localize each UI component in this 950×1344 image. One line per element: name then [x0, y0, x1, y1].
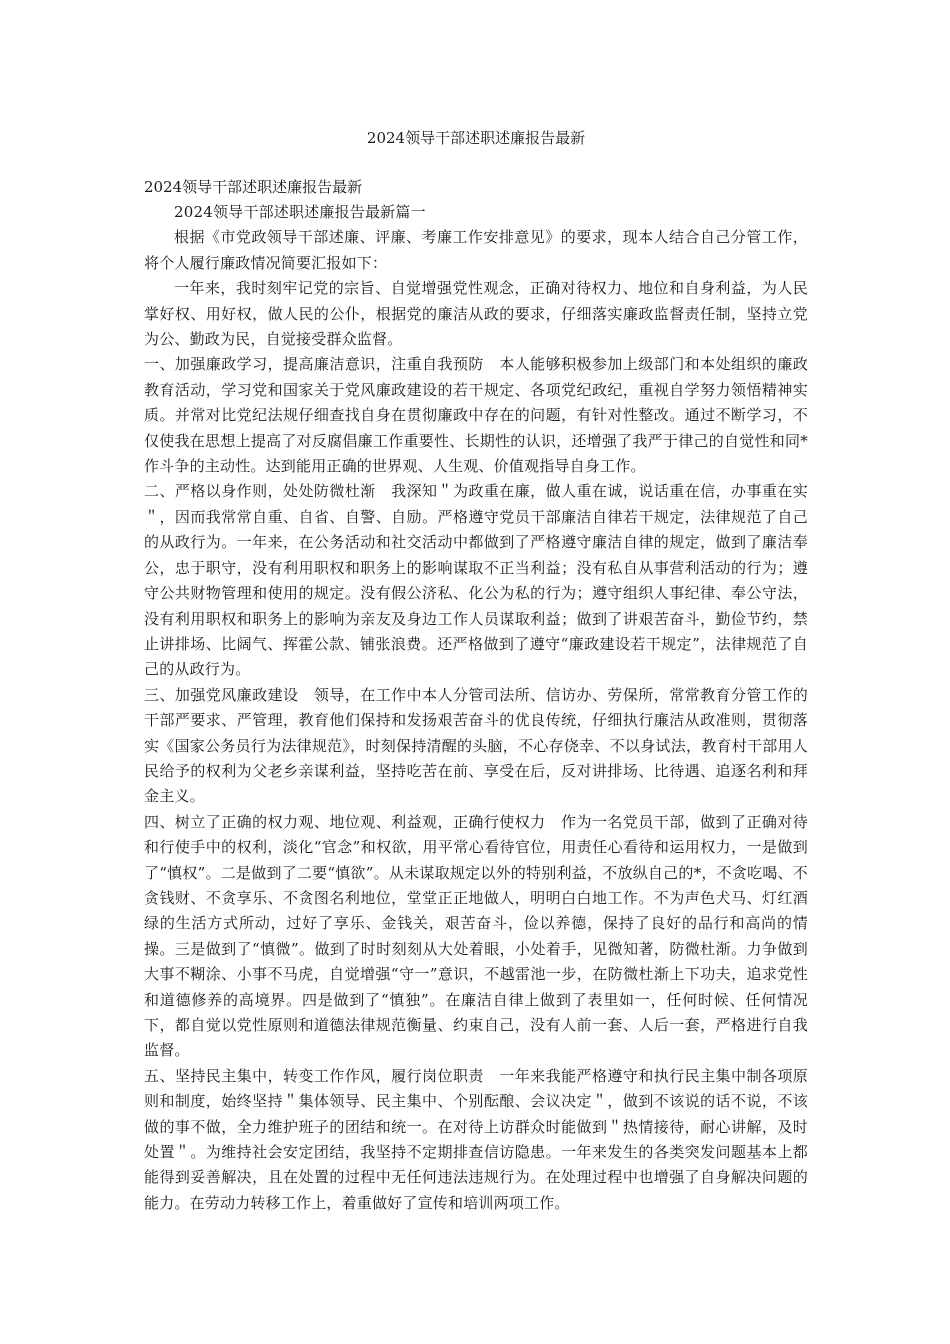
document-title: 2024领导干部述职述廉报告最新 [366, 129, 586, 147]
document-subtitle: 2024领导干部述职述廉报告最新 [144, 178, 363, 196]
paragraph-section-1: 一、加强廉政学习，提高廉洁意识，注重自我预防 本人能够积极参加上级部门和本处组织的廉政教育活动，学习党和国家关于党风廉政建设的若干规定、各项党纪政纪，重视自学努力领悟精神实质。并常对比党纪法规仔细查找自身在贯彻廉政中存在的问题，有针对性整改。通过不断学习，不仅使我在思想上提高了对反腐倡廉工作重要性、长期性的认识，还增强了我严于律己的自觉性和同*作斗争的主动性。达到能用正确的世界观、人生观、价值观指导自身工作。 [144, 355, 808, 476]
paragraph-overview: 一年来，我时刻牢记党的宗旨、自觉增强党性观念，正确对待权力、地位和自身利益，为人民掌好权、用好权，做人民的公仆，根据党的廉洁从政的要求，仔细落实廉政监督责任制，坚持立党为公、勤政为民，自觉接受群众监督。 [144, 279, 808, 349]
paragraph-section-4: 四、树立了正确的权力观、地位观、利益观，正确行使权力 作为一名党员干部，做到了正确对待和行使手中的权利，淡化“官念”和权欲，用平常心看待官位，用责任心看待和运用权力，一是做到了“慎权”。二是做到了二要“慎欲”。从未谋取规定以外的特别利益，不放纵自己的*，不贪吃喝、不贪钱财、不贪享乐、不贪图名利地位，堂堂正正地做人，明明白白地工作。不为声色犬马、灯红酒绿的生活方式所动，过好了享乐、金钱关，艰苦奋斗，俭以养德，保持了良好的品行和高尚的情操。三是做到了“慎微”。做到了时时刻刻从大处着眼，小处着手，见微知著，防微杜渐。力争做到大事不糊涂、小事不马虎，自觉增强“守一”意识，不越雷池一步，在防微杜渐上下功夫，追求党性和道德修养的高境界。四是做到了“慎独”。在廉洁自律上做到了表里如一，任何时候、任何情况下，都自觉以党性原则和道德法律规范衡量、约束自己，没有人前一套、人后一套，严格进行自我监督。 [144, 812, 808, 1060]
section-heading: 2024领导干部述职述廉报告最新篇一 [174, 203, 426, 221]
paragraph-section-3: 三、加强党风廉政建设 领导，在工作中本人分管司法所、信访办、劳保所，常常教育分管工作的干部严要求、严管理，教育他们保持和发扬艰苦奋斗的优良传统，仔细执行廉洁从政准则，贯彻落实《国家公务员行为法律规范》，时刻保持清醒的头脑，不心存侥幸、不以身试法，教育村干部用人民给予的权利为父老乡亲谋利益，坚持吃苦在前、享受在后，反对讲排场、比待遇、追逐名利和拜金主义。 [144, 685, 808, 806]
document-body [144, 200, 808, 1216]
paragraph-section-5: 五、坚持民主集中，转变工作作风，履行岗位职责 一年来我能严格遵守和执行民主集中制各项原则和制度，始终坚持＂集体领导、民主集中、个别酝酿、会议决定＂，做到不该说的话不说，不该做的事不做，全力维护班子的团结和统一。在对待上访群众时能做到＂热情接待，耐心讲解，及时处置＂。为维持社会安定团结，我坚持不定期排查信访隐患。一年来发生的各类突发问题基本上都能得到妥善解决，且在处置的过程中无任何违法违规行为。在处理过程中也增强了自身解决问题的能力。在劳动力转移工作上，着重做好了宣传和培训两项工作。 [144, 1066, 808, 1212]
paragraph-section-2: 二、严格以身作则，处处防微杜渐 我深知＂为政重在廉，做人重在诚，说话重在信，办事重在实＂，因而我常常自重、自省、自警、自励。严格遵守党员干部廉洁自律若干规定，法律规范了自己的从政行为。一年来，在公务活动和社交活动中都做到了严格遵守廉洁自律的规定，做到了廉洁奉公，忠于职守，没有利用职权和职务上的影响谋取不正当利益；没有私自从事营利活动的行为；遵守公共财物管理和使用的规定。没有假公济私、化公为私的行为；遵守组织人事纪律、奉公守法，没有利用职权和职务上的影响为亲友及身边工作人员谋取利益；做到了讲艰苦奋斗，勤俭节约，禁止讲排场、比阔气、挥霍公款、铺张浪费。还严格做到了遵守“廉政建设若干规定”，法律规范了自己的从政行为。 [144, 482, 808, 679]
paragraph-intro: 根据《市党政领导干部述廉、评廉、考廉工作安排意见》的要求，现本人结合自己分管工作，将个人履行廉政情况简要汇报如下： [144, 228, 808, 272]
